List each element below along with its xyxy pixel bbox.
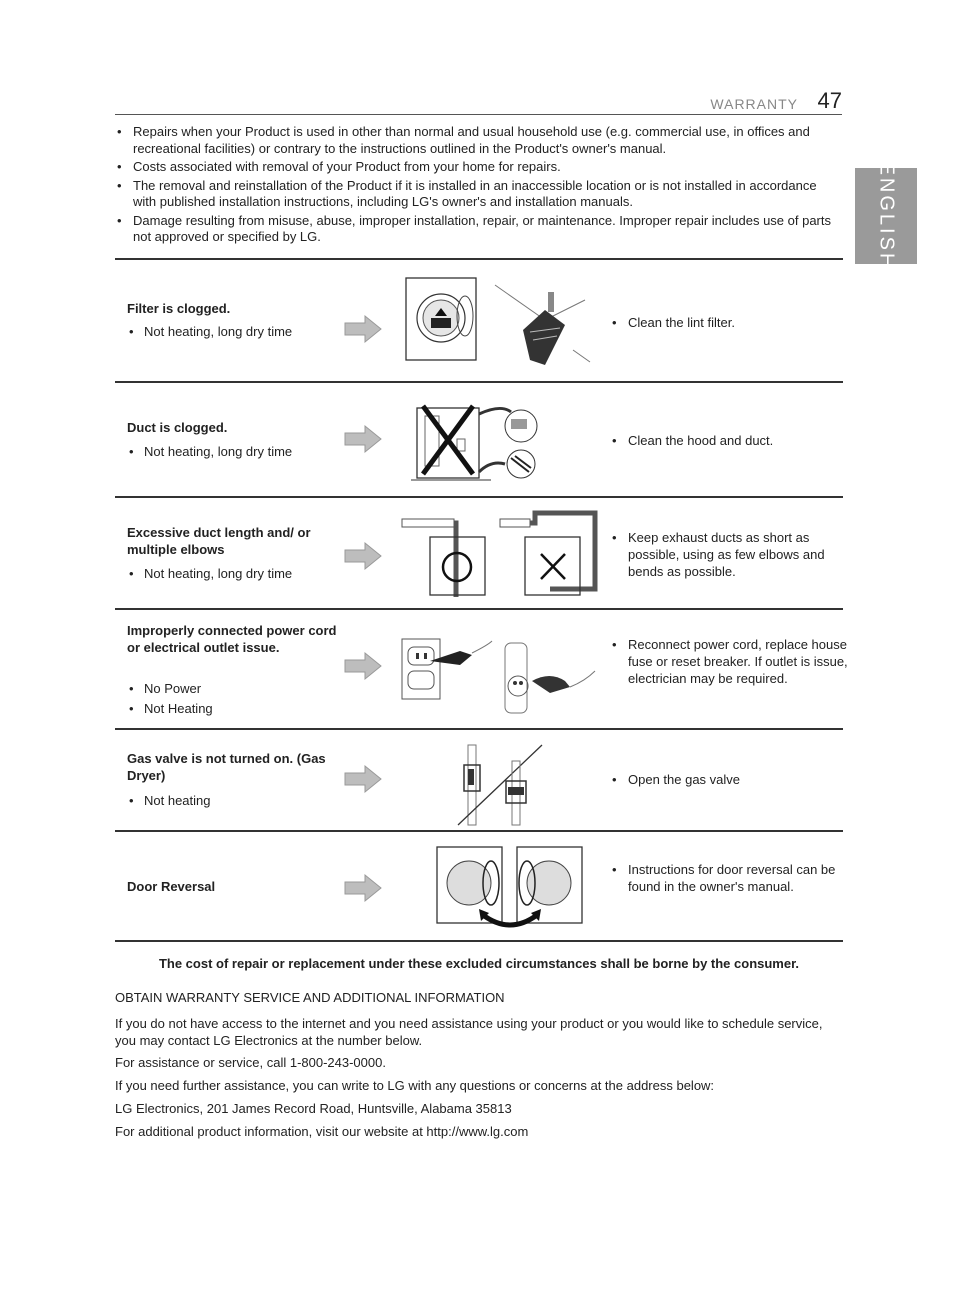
divider [115,830,843,832]
row-solution: • Keep exhaust ducts as short as possible, using as few elbows and bends as possible. [612,529,848,580]
row-solution: • Open the gas valve [612,771,848,788]
gas-valve-illustration [450,743,550,828]
arrow-icon [343,651,383,681]
row-solution: • Clean the hood and duct. [612,432,848,449]
power-outlet-illustration [400,631,600,716]
section-title: WARRANTY [710,96,798,112]
arrow-icon [343,541,383,571]
service-phone: For assistance or service, call 1-800-243-0000. [115,1055,386,1070]
divider [115,258,843,260]
symptom: • Not heating, long dry time [127,564,292,584]
symptom: • Not Heating [127,699,213,719]
list-item: • Costs associated with removal of your Product from your home for repairs. [115,159,843,176]
list-item: • Damage resulting from misuse, abuse, improper installation, repair, or maintenance. Improper repair includes use of parts not approved or specified by LG. [115,213,843,246]
row-symptoms [127,442,292,462]
service-address: LG Electronics, 201 James Record Road, Huntsville, Alabama 35813 [115,1101,512,1116]
troubleshoot-row [115,833,843,941]
page-number: 47 [817,88,842,113]
closing-statement: The cost of repair or replacement under these excluded circumstances shall be borne by the consumer. [158,956,800,971]
divider [115,381,843,383]
row-title: Gas valve is not turned on. (Gas Dryer) [127,751,326,783]
row-solution: • Clean the lint filter. [612,314,848,331]
service-website: For additional product information, visit our website at http://www.lg.com [115,1124,529,1139]
row-title: Door Reversal [127,879,216,894]
troubleshoot-row [115,731,843,831]
door-reversal-illustration [435,843,585,938]
divider [115,728,843,730]
row-title: Filter is clogged. [127,301,231,316]
row-title: Duct is clogged. [127,420,228,435]
symptom: • Not heating [127,791,211,811]
arrow-icon [343,764,383,794]
clogged-duct-illustration [411,394,551,489]
arrow-icon [343,314,383,344]
arrow-icon [343,424,383,454]
row-solution: • Instructions for door reversal can be found in the owner's manual. [612,861,848,895]
symptom: • Not heating, long dry time [127,442,292,462]
troubleshoot-row [115,611,848,729]
exclusion-list [115,124,843,248]
symptom: • Not heating, long dry time [127,322,292,342]
troubleshoot-row [115,499,843,609]
page-header [115,88,842,115]
divider [115,940,843,942]
language-tab[interactable] [855,161,917,271]
row-title: Improperly connected power cord or electrical outlet issue. [127,623,337,655]
row-title: Excessive duct length and/ or multiple elbows [127,525,311,557]
duct-length-illustration [400,509,600,599]
row-symptoms [127,322,292,342]
row-symptoms [127,564,292,584]
language-tab-label: ENGLISH [875,161,898,271]
row-symptoms [127,679,213,719]
list-item: • Repairs when your Product is used in other than normal and usual household use (e.g. commercial use, in offices and recreational facilities) or contrary to the instructions outlined in the Product's owner's manual. [115,124,843,157]
service-paragraph: If you do not have access to the internet and you need assistance using your product or you would like to schedule service, you may contact LG Electronics at the number below. [115,1016,823,1048]
arrow-icon [343,873,383,903]
divider [115,496,843,498]
symptom: • No Power [127,679,213,699]
service-paragraph: If you need further assistance, you can write to LG with any questions or concerns at the address below: [115,1078,715,1093]
lint-filter-illustration [405,270,595,375]
row-solution: • Reconnect power cord, replace house fuse or reset breaker. If outlet is issue, electrician may be required. [612,636,848,687]
troubleshoot-row [115,262,843,382]
row-symptoms [127,791,211,811]
divider [115,608,843,610]
troubleshoot-row [115,384,843,496]
service-heading: OBTAIN WARRANTY SERVICE AND ADDITIONAL INFORMATION [115,990,505,1005]
list-item: • The removal and reinstallation of the Product if it is installed in an inaccessible location or is not installed in accordance with published installation instructions, including LG's owner's and installation manuals. [115,178,843,211]
